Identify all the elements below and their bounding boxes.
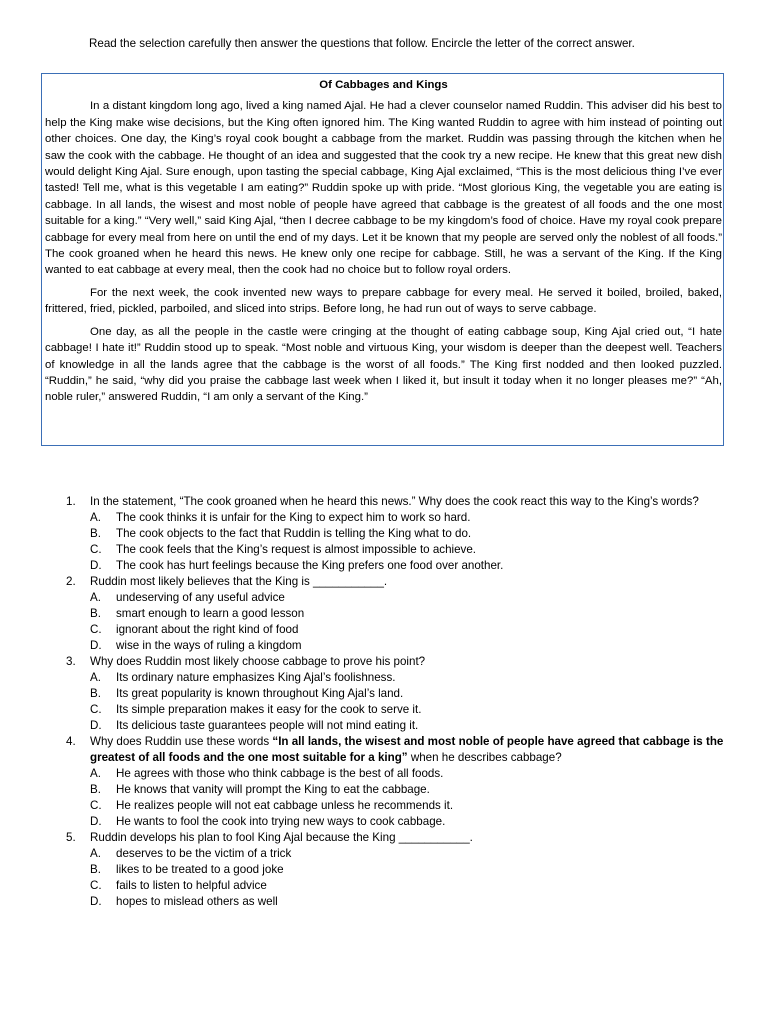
option-letter: B.: [90, 863, 101, 876]
answer-option[interactable]: [66, 814, 726, 830]
option-text: ignorant about the right kind of food: [116, 623, 299, 636]
story-paragraph: One day, as all the people in the castle were cringing at the thought of eating cabbage soup, King Ajal cried out, “I hate cabbage! I hate it!” Ruddin stood up to speak. “Most noble and virtuous King, your wisdom is deeper than the deepest well. Teachers of knowledge in all the lands agree that the cabbage is the worst of all foods.” The King first nodded and then looked puzzled. “Ruddin,” he said, “why did you praise the cabbage last week when I liked it, but insult it today when it no longer pleases me?” “Ah, noble ruler,” answered Ruddin, “I am only a servant of the King.”: [45, 325, 722, 404]
answer-option[interactable]: [66, 510, 726, 526]
answer-option[interactable]: [66, 862, 726, 878]
option-letter: C.: [90, 623, 102, 636]
story-title: Of Cabbages and Kings: [319, 79, 448, 91]
question: [66, 830, 726, 846]
answer-option[interactable]: [66, 846, 726, 862]
answer-option[interactable]: [66, 558, 726, 574]
question-text: Ruddin most likely believes that the King is ___________.: [90, 575, 388, 588]
answer-option[interactable]: [66, 686, 726, 702]
answer-option[interactable]: [66, 622, 726, 638]
answer-option[interactable]: [66, 798, 726, 814]
answer-option[interactable]: [66, 526, 726, 542]
question: [66, 734, 726, 766]
story-paragraph: For the next week, the cook invented new ways to prepare cabbage for every meal. He served it boiled, broiled, baked, frittered, fried, pickled, parboiled, and sliced into strips. Before long, he had run out of ways to serve cabbage.: [45, 286, 722, 316]
answer-option[interactable]: [66, 670, 726, 686]
option-text: He realizes people will not eat cabbage unless he recommends it.: [116, 799, 454, 812]
question: [66, 654, 726, 670]
option-letter: A.: [90, 847, 101, 860]
option-letter: D.: [90, 559, 102, 572]
question-text: Ruddin develops his plan to fool King Ajal because the King ___________.: [90, 831, 473, 844]
answer-option[interactable]: [66, 542, 726, 558]
option-text: The cook thinks it is unfair for the King to expect him to work so hard.: [116, 511, 471, 524]
question-number: 1.: [66, 495, 76, 508]
option-letter: A.: [90, 591, 101, 604]
instructions: Read the selection carefully then answer the questions that follow. Encircle the letter of the correct answer.: [89, 37, 635, 50]
option-letter: C.: [90, 703, 102, 716]
option-text: undeserving of any useful advice: [116, 591, 285, 604]
option-text: He knows that vanity will prompt the King to eat the cabbage.: [116, 783, 430, 796]
question-quote: “In all lands, the wisest and most noble of people have agreed that cabbage is the greatest of all foods and the one most suitable for a king”: [90, 735, 724, 764]
question-text-end: when he describes cabbage?: [407, 751, 562, 764]
option-text: fails to listen to helpful advice: [116, 879, 267, 892]
question-number: 4.: [66, 735, 76, 748]
question: [66, 574, 726, 590]
answer-option[interactable]: [66, 878, 726, 894]
option-letter: C.: [90, 543, 102, 556]
option-letter: B.: [90, 607, 101, 620]
answer-option[interactable]: [66, 782, 726, 798]
option-letter: B.: [90, 783, 101, 796]
option-letter: B.: [90, 687, 101, 700]
option-text: Its simple preparation makes it easy for the cook to serve it.: [116, 703, 422, 716]
answer-option[interactable]: [66, 590, 726, 606]
option-letter: D.: [90, 719, 102, 732]
story-paragraph: In a distant kingdom long ago, lived a king named Ajal. He had a clever counselor named Ruddin. This adviser did his best to help the King make wise decisions, but the King often ignored him. The King wanted Ruddin to agree with him instead of pointing out other choices. One day, the King’s royal cook bought a cabbage from the market. Ruddin was passing through the kitchen when he saw the cook with the cabbage. He thought of an idea and suggested that the cook try a new recipe. He knew that this great new dish would delight King Ajal. Sure enough, upon tasting the special cabbage, King Ajal exclaimed, “This is the most delicious thing I’ve ever tasted! Tell me, what is this vegetable I am eating?” Ruddin spoke up with pride. “Most glorious King, the vegetable you are eating is cabbage. In all lands, the wisest and most noble of people have agreed that cabbage is the greatest of all foods and the one most suitable for a king.” “Very well,” said King Ajal, “then I decree cabbage to be my kingdom’s food of choice. Have my royal cook prepare cabbage for every meal from here on until the end of my days. Let it be known that my people are served only the noblest of all foods.” The cook groaned when he heard this news. He knew only one recipe for cabbage. Still, he was a servant of the King. If the King wanted to eat cabbage at every meal, then the cook had no choice but to follow royal orders.: [45, 100, 722, 277]
option-letter: D.: [90, 639, 102, 652]
question-list: [66, 494, 726, 910]
option-text: hopes to mislead others as well: [116, 895, 278, 908]
question-text: Why does Ruddin most likely choose cabbage to prove his point?: [90, 655, 426, 668]
option-text: The cook feels that the King’s request is almost impossible to achieve.: [116, 543, 477, 556]
option-letter: C.: [90, 799, 102, 812]
option-letter: A.: [90, 767, 101, 780]
option-letter: D.: [90, 815, 102, 828]
answer-option[interactable]: [66, 894, 726, 910]
question-number: 3.: [66, 655, 76, 668]
option-letter: A.: [90, 671, 101, 684]
option-text: Its great popularity is known throughout King Ajal’s land.: [116, 687, 404, 700]
option-text: likes to be treated to a good joke: [116, 863, 284, 876]
story-passage: [45, 77, 722, 412]
option-text: wise in the ways of ruling a kingdom: [116, 639, 302, 652]
answer-option[interactable]: [66, 638, 726, 654]
option-text: He wants to fool the cook into trying new ways to cook cabbage.: [116, 815, 446, 828]
question-text: Why does Ruddin use these words: [90, 735, 273, 748]
option-letter: B.: [90, 527, 101, 540]
option-text: deserves to be the victim of a trick: [116, 847, 292, 860]
question-number: 2.: [66, 575, 76, 588]
option-letter: D.: [90, 895, 102, 908]
option-text: The cook has hurt feelings because the King prefers one food over another.: [116, 559, 504, 572]
option-text: smart enough to learn a good lesson: [116, 607, 305, 620]
option-letter: C.: [90, 879, 102, 892]
option-letter: A.: [90, 511, 101, 524]
answer-option[interactable]: [66, 766, 726, 782]
question-text: In the statement, “The cook groaned when he heard this news.” Why does the cook react this way to the King’s words?: [90, 495, 699, 508]
question: [66, 494, 726, 510]
answer-option[interactable]: [66, 702, 726, 718]
option-text: Its delicious taste guarantees people will not mind eating it.: [116, 719, 419, 732]
option-text: He agrees with those who think cabbage is the best of all foods.: [116, 767, 444, 780]
question-number: 5.: [66, 831, 76, 844]
option-text: The cook objects to the fact that Ruddin is telling the King what to do.: [116, 527, 472, 540]
answer-option[interactable]: [66, 606, 726, 622]
option-text: Its ordinary nature emphasizes King Ajal’s foolishness.: [116, 671, 396, 684]
answer-option[interactable]: [66, 718, 726, 734]
